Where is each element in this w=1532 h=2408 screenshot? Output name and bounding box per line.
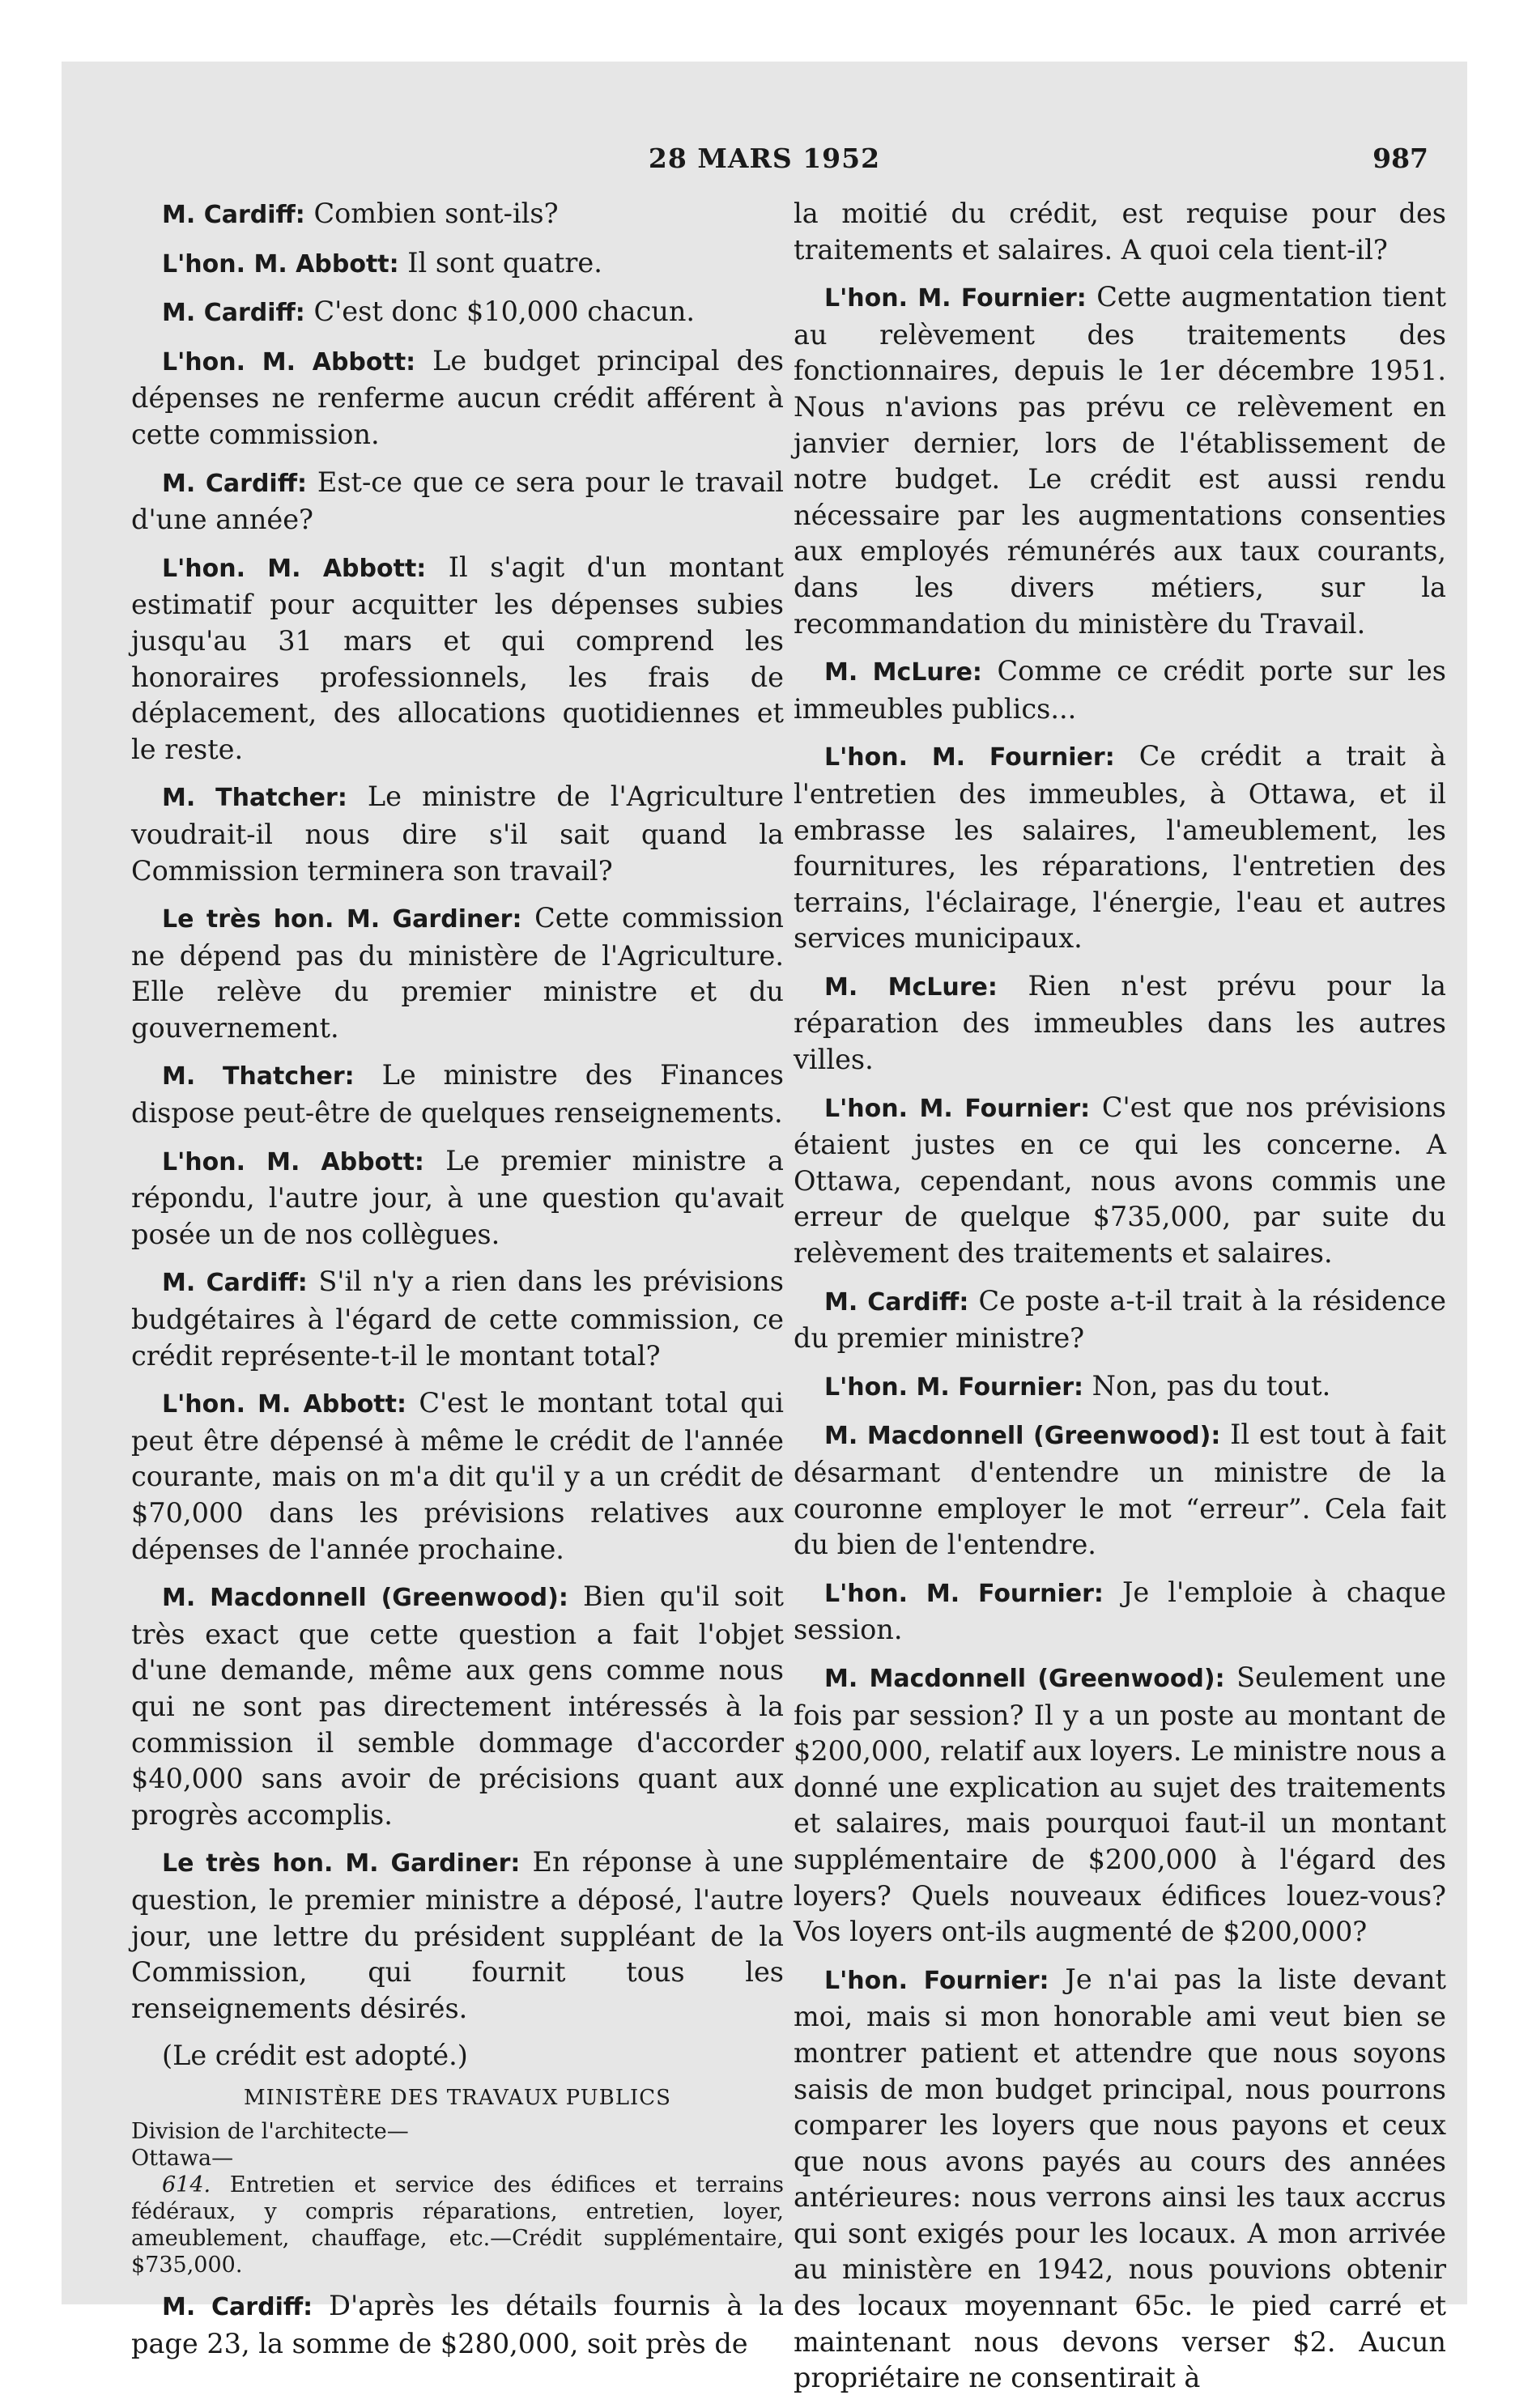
paragraph [131,245,784,283]
paragraph-text: C'est le montant total qui peut être dépensé à même le crédit de l'année courante, mais on m'a dit qu'il y a un crédit de $70,000 dans les prévisions relatives aux dépenses de l'année prochaine. [131,1387,784,1565]
paragraph [794,738,1446,957]
paragraph-text: Je n'ai pas la liste devant moi, mais si mon honorable ami veut bien se montrer patient et attendre que nous soyons saisis de mon budget principal, nous pourrons comparer les loyers que nous payons et ceux que nous avons payés au cours des années antérieures: nous verrons ainsi les taux accrus qui sont exigés pour les locaux. A mon arrivée au ministère en 1942, nous pouvions obtenir des locaux moyennant 65c. le pied carré et maintenant nous devons verser $2. Aucun propriétaire ne consentirait à [794,1963,1446,2394]
paragraph [131,1385,784,1568]
speaker-name: L'hon. M. Fournier: [824,284,1087,313]
section-item [131,2172,784,2278]
paragraph [794,1090,1446,1272]
paragraph-text: En réponse à une question, le premier ministre a déposé, l'autre jour, une lettre du président suppléant de la Commission, qui fournit tous les renseignements désirés. [131,1846,784,2024]
page-date: 28 MARS 1952 [648,143,881,174]
paragraph-text: Ce poste a-t-il trait à la résidence du premier ministre? [794,1284,1446,1355]
speaker-name: M. Macdonnell (Greenwood): [824,1664,1225,1693]
speaker-name: M. McLure: [824,658,982,687]
paragraph-text: Il sont quatre. [398,246,602,279]
paragraph-text: Combien sont-ils? [304,198,559,229]
paragraph [794,1283,1446,1357]
paragraph [794,1575,1446,1649]
speaker-name: L'hon. M. Fournier: [824,1579,1104,1608]
speaker-name: Le très hon. M. Gardiner: [162,905,522,934]
right-column [794,196,1446,2408]
paragraph-text: la moitié du crédit, est requise pour des traitements et salaires. A quoi cela tient-il? [794,198,1446,266]
section-item-number: 614. [162,2172,211,2197]
speaker-name: L'hon. M. Fournier: [824,743,1115,772]
paragraph-text: Cette augmentation tient au relèvement des traitements des fonctionnaires, depuis le 1er décembre 1951. Nous n'avions pas prévu ce relèvement en janvier dernier, lors de l'établissement de notre budget. Le crédit est aussi rendu nécessaire par les augmentations consenties aux employés rémunérés aux taux courants, dans les divers métiers, sur la recommandation du ministère du Travail. [794,281,1446,640]
paragraph [131,900,784,1046]
speaker-name: M. Macdonnell (Greenwood): [824,1422,1221,1451]
paragraph [131,2288,784,2362]
paragraph [131,196,784,234]
section-line-2: Ottawa— [131,2145,234,2171]
page-number: 987 [1372,143,1428,174]
paragraph [794,1660,1446,1951]
speaker-name: L'hon. M. Abbott: [162,1390,406,1419]
paragraph [131,2038,784,2074]
paragraph [131,1143,784,1253]
speaker-name: L'hon. M. Abbott: [162,554,427,583]
paragraph [131,1057,784,1131]
speaker-name: M. Cardiff: [162,299,305,328]
paragraph-text: Rien n'est prévu pour la réparation des immeubles dans les autres villes. [794,969,1446,1076]
paragraph-text: Seulement une fois par session? Il y a un poste au montant de $200,000, relatif aux loyers. Le ministre nous a donné une explication au sujet des traitements et salaires, mais pourquoi faut-il un montant supplémentaire de $200,000 à l'égard des loyers? Quels nouveaux édifices louez-vous? Vos loyers ont-ils augmenté de $200,000? [794,1661,1447,1948]
speaker-name: M. McLure: [824,972,998,1002]
page-sheet [62,62,1467,2394]
speaker-name: M. Macdonnell (Greenwood): [162,1584,568,1613]
paragraph [794,1368,1446,1406]
paragraph-text: Est-ce que ce sera pour le travail d'une année? [131,466,784,536]
paragraph-text: Comme ce crédit porte sur les immeubles publics... [794,655,1446,725]
paragraph-text: (Le crédit est adopté.) [162,2040,468,2072]
paragraph [131,779,784,889]
speaker-name: M. Cardiff: [162,1269,308,1298]
paragraph [131,294,784,332]
left-tail-paragraphs [131,2288,784,2362]
paragraph-text: S'il n'y a rien dans les prévisions budgétaires à l'égard de cette commission, ce crédit représente-t-il le montant total? [131,1266,785,1372]
paragraph [794,968,1446,1078]
speaker-name: L'hon. Fournier: [824,1966,1049,1995]
paragraph [794,653,1446,727]
paragraph [131,1579,784,1833]
speaker-name: L'hon. M. Fournier: [824,1372,1083,1402]
paragraph-text: Non, pas du tout. [1083,1369,1331,1402]
speaker-name: L'hon. M. Abbott: [162,1147,424,1176]
speaker-name: M. Cardiff: [824,1287,969,1317]
paragraph-text: Le ministre des Finances dispose peut-être de quelques renseignements. [131,1059,784,1130]
paragraph-text: Je l'emploie à chaque session. [794,1576,1447,1646]
paragraph [131,1844,784,2027]
paragraph-text: Cette commission ne dépend pas du ministère de l'Agriculture. Elle relève du premier ministre et du gouvernement. [131,902,784,1044]
left-column [131,196,784,2373]
speaker-name: L'hon. M. Abbott: [162,249,399,279]
paragraph [794,196,1446,268]
paragraph [794,1962,1446,2397]
paragraph [131,343,784,453]
paragraph-text: Le budget principal des dépenses ne renferme aucun crédit afférent à cette commission. [131,344,784,450]
speaker-name: Le très hon. M. Gardiner: [162,1849,521,1878]
speaker-name: M. Thatcher: [162,784,347,813]
speaker-name: M. Cardiff: [162,469,308,498]
speaker-name: M. Thatcher: [162,1062,355,1091]
paragraph-text: Le premier ministre a répondu, l'autre jour, à une question qu'avait posée un de nos collègues. [131,1144,784,1250]
right-paragraphs [794,196,1446,2397]
paragraph-text: Il s'agit d'un montant estimatif pour acquitter les dépenses subies jusqu'au 31 mars et qui comprend les honoraires professionnels, les frais de déplacement, des allocations quotidiennes et le reste. [131,551,785,765]
left-paragraphs [131,196,784,2074]
speaker-name: L'hon. M. Abbott: [162,347,416,377]
section-heading: MINISTÈRE DES TRAVAUX PUBLICS [244,2085,671,2110]
speaker-name: L'hon. M. Fournier: [824,1094,1091,1123]
paragraph-text: Il est tout à fait désarmant d'entendre un ministre de la couronne employer le mot “erreur”. Cela fait du bien de l'entendre. [794,1419,1447,1561]
paragraph-text: C'est donc $10,000 chacun. [304,296,696,328]
section-item-text: Entretien et service des édifices et terrains fédéraux, y compris réparations, entretien, loyer, ameublement, chauffage, etc.—Crédit supplémentaire, $735,000. [131,2172,784,2278]
paragraph-text: Ce crédit a trait à l'entretien des immeubles, à Ottawa, et il embrasse les salaires, l'ameublement, les fournitures, les réparations, l'entretien des terrains, l'éclairage, l'énergie, l'eau et autres services municipaux. [794,740,1446,955]
paragraph-text: Bien qu'il soit très exact que cette question a fait l'objet d'une demande, même aux gens comme nous qui ne sont pas directement intéressés à la commission il semble dommage d'accorder $40,000 sans avoir de précisions quant aux progrès accomplis. [131,1581,785,1831]
paragraph [131,465,784,538]
paragraph-text: C'est que nos prévisions étaient justes en ce qui les concerne. A Ottawa, cependant, nous avons commis une erreur de quelque $735,000, par suite du relèvement des traitements et salaires. [794,1091,1446,1270]
paragraph [131,1264,784,1374]
paragraph [794,1417,1446,1563]
speaker-name: M. Cardiff: [162,2292,313,2321]
section-line-1: Division de l'architecte— [131,2118,409,2144]
speaker-name: M. Cardiff: [162,201,305,229]
paragraph-text: Le ministre de l'Agriculture voudrait-il nous dire s'il sait quand la Commission terminera son travail? [131,781,784,887]
page-header [62,134,1467,183]
paragraph [131,550,784,768]
paragraph [794,279,1446,642]
paragraph-text: D'après les détails fournis à la page 23, la somme de $280,000, soit près de [131,2289,784,2359]
